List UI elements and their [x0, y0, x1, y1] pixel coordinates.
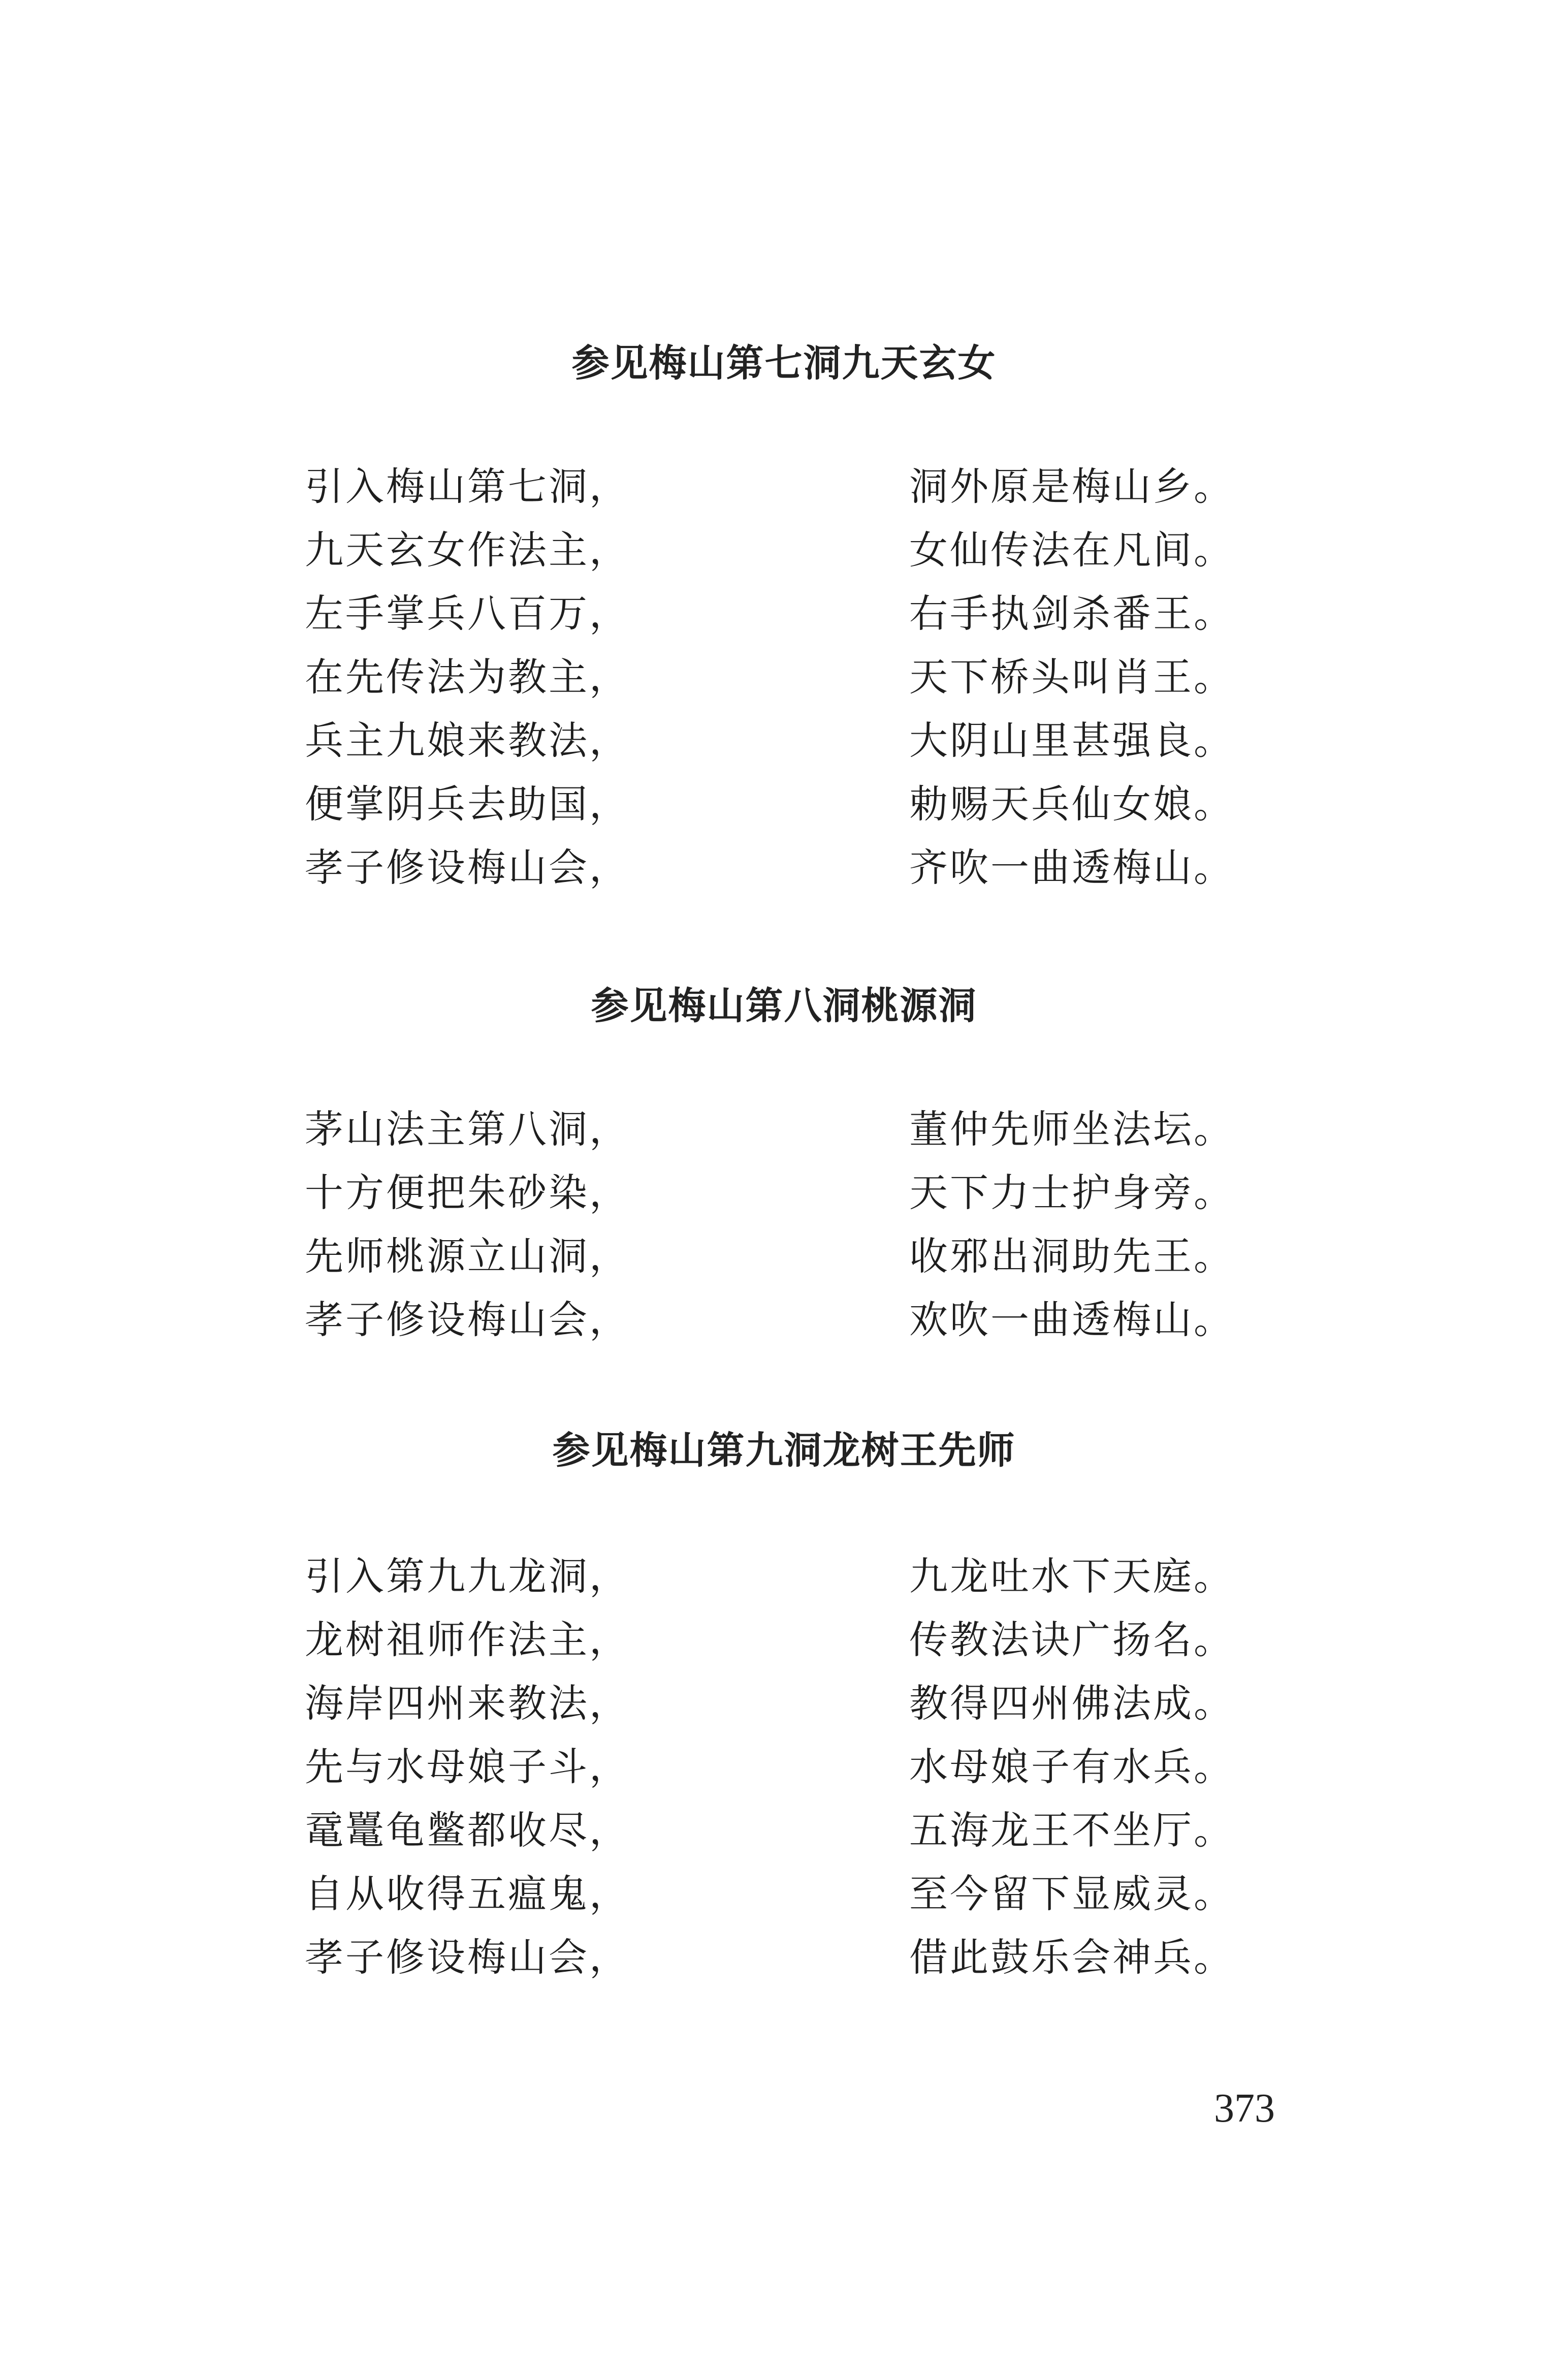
verse-line-right: 五海龙王不坐厅。	[909, 1808, 1234, 1853]
verse-row	[0, 1743, 1568, 1791]
verse-row	[0, 1232, 1568, 1281]
verse-line-left: 孝子修设梅山会，	[305, 1297, 630, 1342]
verse-line-left: 引入第九九龙洞，	[305, 1554, 630, 1599]
verse-row	[0, 780, 1568, 829]
verse-line-right: 勅赐天兵仙女娘。	[909, 781, 1234, 827]
verse-line-right: 借此鼓乐会神兵。	[909, 1935, 1234, 1980]
verse-row	[0, 1169, 1568, 1217]
verse-line-left: 在先传法为教主，	[305, 654, 630, 700]
verse-line-left: 鼋鼍龟鳖都收尽，	[305, 1808, 630, 1853]
page-number: 373	[1214, 2086, 1275, 2131]
section-title: 参见梅山第九洞龙树王先师	[552, 1429, 1016, 1472]
verse-line-right: 女仙传法在凡间。	[909, 527, 1234, 573]
section-title: 参见梅山第八洞桃源洞	[591, 984, 977, 1028]
verse-row	[0, 716, 1568, 765]
verse-row	[0, 1806, 1568, 1855]
verse-row	[0, 589, 1568, 638]
verse-line-left: 便掌阴兵去助国，	[305, 781, 630, 827]
verse-row	[0, 653, 1568, 702]
verse-line-right: 收邪出洞助先王。	[909, 1234, 1234, 1279]
verse-row	[0, 1296, 1568, 1344]
verse-row	[0, 1616, 1568, 1664]
verse-line-left: 自从收得五瘟鬼，	[305, 1871, 630, 1916]
verse-line-left: 十方便把朱砂染，	[305, 1170, 630, 1215]
verse-line-left: 茅山法主第八洞，	[305, 1107, 630, 1152]
verse-line-right: 天下桥头叫肖王。	[909, 654, 1234, 700]
verse-line-right: 水母娘子有水兵。	[909, 1744, 1234, 1789]
verse-row	[0, 1552, 1568, 1601]
verse-row	[0, 462, 1568, 511]
verse-line-right: 洞外原是梅山乡。	[909, 464, 1234, 509]
verse-line-left: 九天玄女作法主，	[305, 527, 630, 573]
verse-line-left: 海岸四州来教法，	[305, 1681, 630, 1726]
verse-row	[0, 843, 1568, 892]
verse-line-left: 引入梅山第七洞，	[305, 464, 630, 509]
verse-row	[0, 1105, 1568, 1154]
verse-line-left: 先师桃源立山洞，	[305, 1234, 630, 1279]
verse-line-right: 教得四州佛法成。	[909, 1681, 1234, 1726]
verse-line-right: 欢吹一曲透梅山。	[909, 1297, 1234, 1342]
verse-line-right: 右手执剑杀番王。	[909, 591, 1234, 636]
verse-line-right: 天下力士护身旁。	[909, 1170, 1234, 1215]
verse-row	[0, 526, 1568, 575]
verse-row	[0, 1870, 1568, 1918]
verse-line-right: 九龙吐水下天庭。	[909, 1554, 1234, 1599]
section-title: 参见梅山第七洞九天玄女	[571, 341, 997, 385]
verse-line-left: 左手掌兵八百万，	[305, 591, 630, 636]
verse-line-right: 至今留下显威灵。	[909, 1871, 1234, 1916]
verse-row	[0, 1679, 1568, 1728]
verse-line-right: 齐吹一曲透梅山。	[909, 845, 1234, 890]
verse-line-left: 龙树祖师作法主，	[305, 1617, 630, 1662]
verse-line-right: 大阴山里甚强良。	[909, 718, 1234, 763]
verse-line-right: 董仲先师坐法坛。	[909, 1107, 1234, 1152]
verse-line-left: 先与水母娘子斗，	[305, 1744, 630, 1789]
verse-line-right: 传教法诀广扬名。	[909, 1617, 1234, 1662]
verse-row	[0, 1933, 1568, 1982]
verse-line-left: 孝子修设梅山会，	[305, 1935, 630, 1980]
verse-line-left: 孝子修设梅山会，	[305, 845, 630, 890]
verse-line-left: 兵主九娘来教法，	[305, 718, 630, 763]
